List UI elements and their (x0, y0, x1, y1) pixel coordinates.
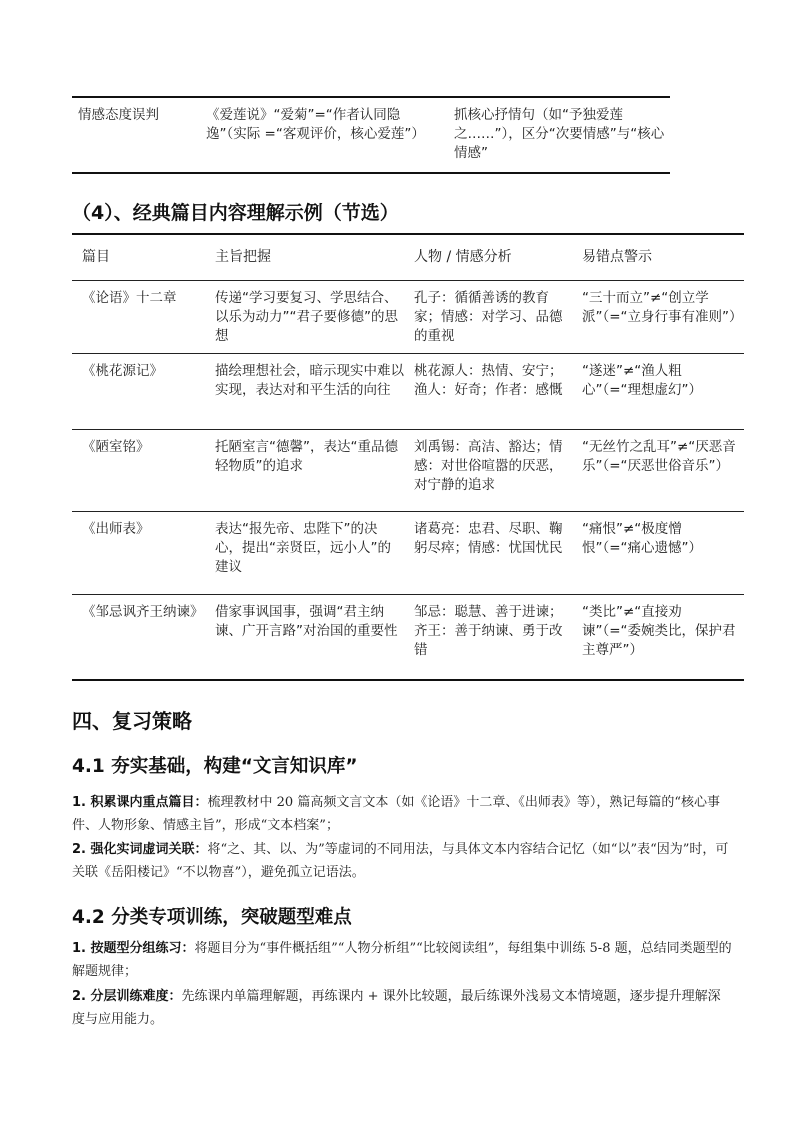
item-lead: 2. 分层训练难度： (72, 989, 182, 1004)
text-title: 《出师表》 (82, 521, 150, 537)
theme-cell: 传递“学习要复习、学思结合、以乐为动力”“君子要修德”的思想 (215, 290, 398, 344)
chapter-title: 四、复习策略 (72, 709, 192, 733)
item-text: 先练课内单篇理解题，再练课内 + 课外比较题，最后练课外浅易文本情境题，逐步提升理解深度与应用能力。 (72, 989, 721, 1027)
table-row (72, 430, 744, 512)
item-lead: 1. 积累课内重点篇目： (72, 795, 208, 810)
theme-cell: 托陋室言“德馨”，表达“重品德轻物质”的追求 (215, 439, 398, 474)
theme-cell: 描绘理想社会，暗示现实中难以实现，表达对和平生活的向往 (215, 363, 404, 398)
correction-method-cell: 抓核心抒情句（如“予独爱莲之……”），区分“次要情感”与“核心情感” (454, 107, 665, 161)
table-header-row (72, 235, 744, 281)
warning-cell: “三十而立”≠“创立学派”（=“立身行事有准则”） (582, 290, 743, 325)
analysis-cell: 桃花源人：热情、安宁；渔人：好奇；作者：感慨 (414, 363, 563, 398)
item-lead: 1. 按题型分组练习： (72, 941, 195, 956)
classics-table (72, 233, 744, 681)
text-title: 《邹忌讽齐王纳谏》 (82, 604, 204, 620)
strategy-item (72, 838, 732, 884)
warning-cell: “无丝竹之乱耳”≠“厌恶音乐”（=“厌恶世俗音乐”） (582, 439, 736, 474)
theme-cell: 表达“报先帝、忠陛下”的决心，提出“亲贤臣，远小人”的建议 (215, 521, 391, 575)
table-row (72, 98, 670, 172)
text-title: 《桃花源记》 (82, 363, 163, 379)
table-row (72, 512, 744, 595)
misjudgment-table (72, 96, 670, 174)
subsection-title: 4.1 夯实基础，构建“文言知识库” (72, 756, 358, 777)
item-text: 将题目分为“事件概括组”“人物分析组”“比较阅读组”，每组集中训练 5-8 题，总结同类题型的解题规律； (72, 941, 732, 979)
header-warning: 易错点警示 (582, 249, 652, 265)
table-row (72, 354, 744, 430)
warning-cell: “痛恨”≠“极度憎恨”（=“痛心遗憾”） (582, 521, 703, 556)
strategy-item (72, 985, 732, 1031)
text-title: 《论语》十二章 (82, 290, 177, 306)
strategy-item (72, 791, 732, 837)
strategy-item (72, 937, 732, 983)
analysis-cell: 诸葛亮：忠君、尽职、鞠躬尽瘁；情感：忧国忧民 (414, 521, 563, 556)
item-lead: 2. 强化实词虚词关联： (72, 842, 208, 857)
analysis-cell: 孔子：循循善诱的教育家；情感：对学习、品德的重视 (414, 290, 563, 344)
item-text: 梳理教材中 20 篇高频文言文本（如《论语》十二章、《出师表》等），熟记每篇的“核心事件、人物形象、情感主旨”，形成“文本档案”； (72, 795, 720, 833)
subsection-title: 4.2 分类专项训练，突破题型难点 (72, 907, 352, 928)
item-text: 将“之、其、以、为”等虚词的不同用法，与具体文本内容结合记忆（如“以”表“因为”时，可关联《岳阳楼记》“不以物喜”），避免孤立记语法。 (72, 842, 729, 880)
header-theme: 主旨把握 (215, 249, 271, 265)
warning-cell: “遂迷”≠“渔人粗心”（=“理想虚幻”） (582, 363, 703, 398)
header-analysis: 人物 / 情感分析 (414, 249, 512, 265)
table-row (72, 595, 744, 679)
warning-cell: “类比”≠“直接劝谏”（=“委婉类比，保护君主尊严”） (582, 604, 736, 658)
table-row (72, 281, 744, 354)
theme-cell: 借家事讽国事，强调“君主纳谏、广开言路”对治国的重要性 (215, 604, 398, 639)
error-type-cell: 情感态度误判 (78, 107, 159, 123)
analysis-cell: 刘禹锡：高洁、豁达；情感：对世俗喧嚣的厌恶，对宁静的追求 (414, 439, 563, 493)
text-title: 《陋室铭》 (82, 439, 150, 455)
error-example-cell: 《爱莲说》“爱菊”=“作者认同隐逸”（实际 =“客观评价，核心爱莲”） (206, 107, 425, 142)
section-heading: （4）、经典篇目内容理解示例（节选） (72, 202, 399, 224)
analysis-cell: 邹忌：聪慧、善于进谏；齐王：善于纳谏、勇于改错 (414, 604, 563, 658)
header-title: 篇目 (82, 249, 110, 265)
